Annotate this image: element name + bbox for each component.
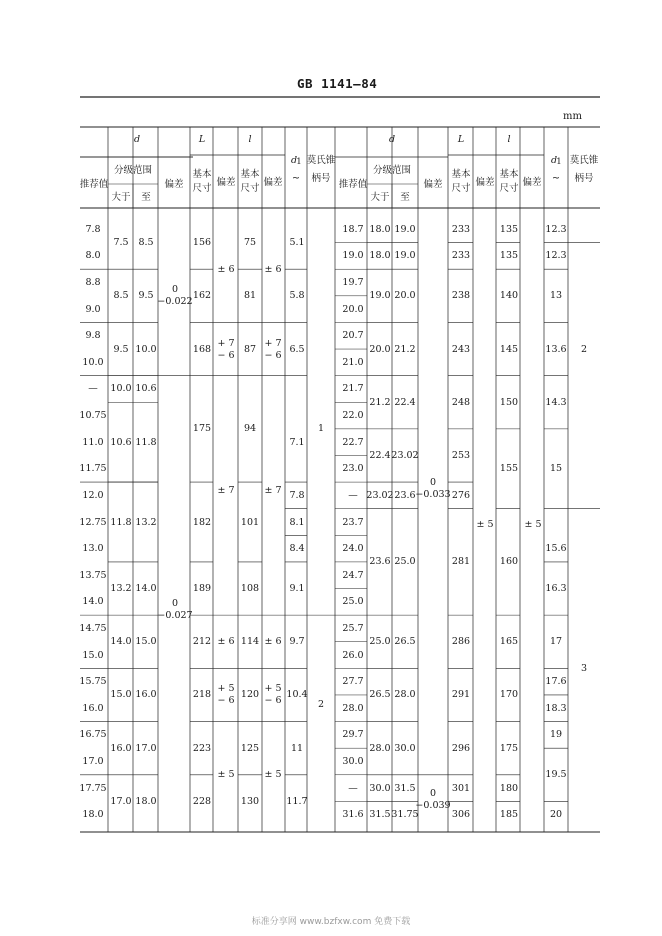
- recommended-value: 23.0: [342, 463, 364, 475]
- l-tol-upper: + 7: [264, 337, 282, 349]
- range-above-value: 18.0: [369, 250, 391, 262]
- left-d1-header: d: [290, 154, 298, 166]
- d1-value: 10.4: [286, 689, 308, 701]
- d1-value: 13.6: [545, 343, 567, 355]
- d1-value: 20: [549, 809, 563, 821]
- right-l-basic-header: 基本: [499, 168, 519, 180]
- l-tol-upper: + 5: [264, 683, 282, 695]
- L-tolerance-value: ± 5: [476, 518, 494, 530]
- range-above-value: 25.0: [369, 636, 391, 648]
- l-tol-value: ± 7: [264, 484, 282, 496]
- range-upto-value: 20.0: [394, 290, 416, 302]
- L-basic-value: 281: [451, 556, 471, 568]
- range-above-value: 30.0: [369, 782, 391, 794]
- range-upto-value: 14.0: [135, 583, 157, 595]
- range-upto-value: 11.8: [135, 436, 157, 448]
- l-basic-value: 170: [499, 689, 519, 701]
- L-tol-value: ± 6: [217, 263, 235, 275]
- l-tol-value: ± 6: [264, 263, 282, 275]
- recommended-value: 30.0: [342, 755, 364, 767]
- l-basic-value: 140: [499, 290, 519, 302]
- recommended-value: 20.7: [342, 330, 364, 342]
- recommended-value: 27.7: [342, 676, 364, 688]
- recommended-value: 8.8: [85, 277, 101, 289]
- range-above-value: 21.2: [369, 396, 391, 408]
- right-l-tolerance-header: 偏差: [522, 176, 542, 188]
- recommended-value: 15.0: [82, 649, 104, 661]
- range-upto-value: 23.02: [391, 449, 419, 461]
- right-d1-subscript: 1: [556, 156, 562, 167]
- d-tolerance-lower: −0.022: [157, 296, 193, 308]
- L-basic-value: 233: [451, 223, 471, 235]
- recommended-value: 14.75: [79, 622, 107, 634]
- left-l-tolerance-header: 偏差: [263, 176, 283, 188]
- L-basic-value: 238: [451, 290, 471, 302]
- range-upto-value: 22.4: [394, 396, 416, 408]
- l-tol-value: ± 6: [264, 636, 282, 648]
- L-basic-value: 233: [451, 250, 471, 262]
- range-upto-value: 30.0: [394, 742, 416, 754]
- range-upto-value: 10.0: [135, 343, 157, 355]
- d1-value: 8.1: [289, 516, 305, 528]
- range-upto-value: 26.5: [394, 636, 416, 648]
- l-tolerance-value: ± 5: [524, 518, 542, 530]
- recommended-value: 9.8: [85, 330, 101, 342]
- l-basic-value: 114: [240, 636, 260, 648]
- morse-taper-number: 2: [317, 699, 325, 711]
- l-basic-value: 125: [240, 742, 260, 754]
- recommended-value: 11.0: [82, 436, 104, 448]
- L-tol-lower: − 6: [217, 349, 235, 361]
- recommended-value: 18.7: [342, 223, 364, 235]
- recommended-value: 10.0: [82, 356, 104, 368]
- range-upto-value: 19.0: [394, 250, 416, 262]
- recommended-value: 18.0: [82, 809, 104, 821]
- recommended-value: 19.7: [342, 277, 364, 289]
- range-above-value: 15.0: [110, 689, 132, 701]
- range-above-value: 18.0: [369, 223, 391, 235]
- recommended-value: 24.7: [342, 569, 364, 581]
- d1-value: 7.8: [289, 489, 305, 501]
- l-basic-value: 155: [499, 463, 519, 475]
- range-upto-value: 17.0: [135, 742, 157, 754]
- recommended-value: 21.0: [342, 356, 364, 368]
- recommended-value: 13.75: [79, 569, 107, 581]
- range-upto-value: 16.0: [135, 689, 157, 701]
- L-basic-value: 248: [451, 396, 471, 408]
- l-basic-value: 94: [243, 423, 257, 435]
- recommended-value: —: [348, 782, 358, 794]
- d1-value: 15.6: [545, 543, 567, 555]
- right-range-header: 分级范围: [372, 164, 412, 176]
- left-L-size-header: 尺寸: [192, 182, 212, 194]
- range-above-value: 26.5: [369, 689, 391, 701]
- recommended-value: 15.75: [79, 676, 107, 688]
- left-l-basic-header: 基本: [240, 168, 260, 180]
- range-above-value: 22.4: [369, 449, 391, 461]
- d1-value: 16.3: [545, 583, 567, 595]
- range-above-value: 20.0: [369, 343, 391, 355]
- left-d-tolerance-header: 偏差: [164, 178, 184, 190]
- d1-value: 14.3: [545, 396, 567, 408]
- left-l-header: l: [248, 133, 252, 145]
- right-d-tolerance-header: 偏差: [423, 178, 443, 190]
- d1-value: 8.4: [289, 543, 305, 555]
- l-basic-value: 120: [240, 689, 260, 701]
- d1-value: 17: [549, 636, 563, 648]
- left-d1-approx: ~: [292, 172, 300, 184]
- l-basic-value: 130: [240, 795, 260, 807]
- L-basic-value: 253: [451, 449, 471, 461]
- l-basic-value: 81: [243, 290, 257, 302]
- recommended-value: 21.7: [342, 383, 364, 395]
- right-above-header: 大于: [370, 191, 390, 203]
- L-basic-value: 243: [451, 343, 471, 355]
- right-recommended-header: 推荐值: [338, 178, 368, 190]
- l-basic-value: 185: [499, 809, 519, 821]
- d1-value: 7.1: [289, 436, 305, 448]
- L-basic-value: 218: [192, 689, 212, 701]
- right-upto-header: 至: [400, 191, 410, 203]
- L-basic-value: 276: [451, 489, 471, 501]
- range-above-value: 14.0: [110, 636, 132, 648]
- right-L-header: L: [457, 133, 465, 145]
- right-morse-header-2: 柄号: [574, 172, 594, 184]
- range-above-value: 9.5: [113, 343, 129, 355]
- d-tolerance-upper: 0: [171, 284, 179, 296]
- watermark-footer: 标准分享网 www.bzfxw.com 免费下载: [251, 917, 411, 927]
- right-d1-header: d: [550, 154, 558, 166]
- recommended-value: 14.0: [82, 596, 104, 608]
- range-above-value: 16.0: [110, 742, 132, 754]
- right-l-header: l: [507, 133, 511, 145]
- range-upto-value: 23.6: [394, 489, 416, 501]
- L-basic-value: 306: [451, 809, 471, 821]
- l-tol-value: ± 5: [264, 769, 282, 781]
- recommended-value: 31.6: [342, 809, 364, 821]
- range-above-value: 10.0: [110, 383, 132, 395]
- d1-value: 9.7: [289, 636, 305, 648]
- d1-value: 13: [549, 290, 563, 302]
- right-L-size-header: 尺寸: [451, 182, 471, 194]
- range-above-value: 11.8: [110, 516, 132, 528]
- range-upto-value: 31.5: [394, 782, 416, 794]
- recommended-value: 22.0: [342, 410, 364, 422]
- recommended-value: 16.0: [82, 702, 104, 714]
- right-morse-header: 莫氏锥: [569, 154, 599, 166]
- d1-value: 12.3: [545, 223, 567, 235]
- d-tolerance-upper: 0: [429, 787, 437, 799]
- right-d1-approx: ~: [552, 172, 560, 184]
- d1-value: 5.8: [289, 290, 305, 302]
- L-basic-value: 228: [192, 795, 212, 807]
- left-d1-subscript: 1: [296, 156, 302, 167]
- L-basic-value: 182: [192, 516, 212, 528]
- recommended-value: 29.7: [342, 729, 364, 741]
- recommended-value: 10.75: [79, 410, 107, 422]
- L-basic-value: 223: [192, 742, 212, 754]
- left-L-header: L: [198, 133, 206, 145]
- d1-value: 6.5: [289, 343, 305, 355]
- recommended-value: 11.75: [79, 463, 107, 475]
- d1-value: 9.1: [289, 583, 305, 595]
- recommended-value: —: [348, 489, 358, 501]
- d1-value: 5.1: [289, 237, 305, 249]
- range-upto-value: 19.0: [394, 223, 416, 235]
- left-morse-header-2: 柄号: [311, 172, 331, 184]
- left-morse-header: 莫氏锥: [306, 154, 336, 166]
- range-above-value: 17.0: [110, 795, 132, 807]
- d1-value: 11.7: [286, 795, 308, 807]
- d1-value: 15: [549, 463, 563, 475]
- L-tol-upper: + 5: [217, 683, 235, 695]
- recommended-value: 28.0: [342, 702, 364, 714]
- unit-label: mm: [563, 111, 582, 122]
- left-L-tolerance-header: 偏差: [216, 176, 236, 188]
- L-basic-value: 162: [192, 290, 212, 302]
- L-basic-value: 168: [192, 343, 212, 355]
- l-basic-value: 175: [499, 742, 519, 754]
- recommended-value: 16.75: [79, 729, 107, 741]
- range-above-value: 7.5: [113, 237, 129, 249]
- right-l-size-header: 尺寸: [499, 182, 519, 194]
- d1-value: 19: [549, 729, 563, 741]
- recommended-value: 12.75: [79, 516, 107, 528]
- recommended-value: 7.8: [85, 223, 101, 235]
- d1-value: 12.3: [545, 250, 567, 262]
- recommended-value: 17.0: [82, 755, 104, 767]
- l-basic-value: 87: [243, 343, 257, 355]
- left-upto-header: 至: [141, 191, 151, 203]
- recommended-value: 12.0: [82, 489, 104, 501]
- recommended-value: 25.7: [342, 622, 364, 634]
- l-basic-value: 75: [243, 237, 257, 249]
- d-tolerance-upper: 0: [171, 597, 179, 609]
- recommended-value: 8.0: [85, 250, 101, 262]
- l-basic-value: 165: [499, 636, 519, 648]
- morse-taper-number: 3: [580, 662, 588, 674]
- L-basic-value: 301: [451, 782, 471, 794]
- range-upto-value: 9.5: [138, 290, 154, 302]
- L-tol-lower: − 6: [217, 695, 235, 707]
- range-upto-value: 31.75: [391, 809, 419, 821]
- range-above-value: 23.6: [369, 556, 391, 568]
- recommended-value: 17.75: [79, 782, 107, 794]
- range-upto-value: 28.0: [394, 689, 416, 701]
- range-above-value: 28.0: [369, 742, 391, 754]
- L-tol-upper: + 7: [217, 337, 235, 349]
- d1-value: 11: [290, 742, 304, 754]
- L-basic-value: 175: [192, 423, 212, 435]
- d-tolerance-upper: 0: [429, 476, 437, 488]
- d1-value: 17.6: [545, 676, 567, 688]
- l-basic-value: 135: [499, 250, 519, 262]
- l-basic-value: 160: [499, 556, 519, 568]
- standard-number: GB 1141—84: [297, 76, 378, 91]
- recommended-value: 23.7: [342, 516, 364, 528]
- L-basic-value: 286: [451, 636, 471, 648]
- range-upto-value: 15.0: [135, 636, 157, 648]
- recommended-value: 24.0: [342, 543, 364, 555]
- range-above-value: 13.2: [110, 583, 132, 595]
- right-d-header: d: [388, 133, 396, 145]
- recommended-value: 19.0: [342, 250, 364, 262]
- right-L-basic-header: 基本: [451, 168, 471, 180]
- range-upto-value: 25.0: [394, 556, 416, 568]
- d1-value: 18.3: [545, 702, 567, 714]
- d1-value: 19.5: [545, 769, 567, 781]
- range-above-value: 10.6: [110, 436, 132, 448]
- L-basic-value: 156: [192, 237, 212, 249]
- recommended-value: 25.0: [342, 596, 364, 608]
- recommended-value: 22.7: [342, 436, 364, 448]
- l-basic-value: 145: [499, 343, 519, 355]
- left-above-header: 大于: [111, 191, 131, 203]
- left-range-header: 分级范围: [113, 164, 153, 176]
- d-tolerance-lower: −0.027: [157, 609, 193, 621]
- left-recommended-header: 推荐值: [79, 178, 109, 190]
- L-basic-value: 212: [192, 636, 212, 648]
- L-tol-value: ± 6: [217, 636, 235, 648]
- right-L-tolerance-header: 偏差: [475, 176, 495, 188]
- L-basic-value: 189: [192, 583, 212, 595]
- l-basic-value: 108: [240, 583, 260, 595]
- recommended-value: 20.0: [342, 303, 364, 315]
- l-basic-value: 135: [499, 223, 519, 235]
- L-basic-value: 296: [451, 742, 471, 754]
- l-basic-value: 101: [240, 516, 260, 528]
- l-tol-lower: − 6: [264, 349, 282, 361]
- l-tol-lower: − 6: [264, 695, 282, 707]
- left-L-basic-header: 基本: [192, 168, 212, 180]
- range-upto-value: 21.2: [394, 343, 416, 355]
- left-d-header: d: [133, 133, 141, 145]
- range-upto-value: 10.6: [135, 383, 157, 395]
- L-tol-value: ± 7: [217, 484, 235, 496]
- range-above-value: 23.02: [366, 489, 394, 501]
- recommended-value: 13.0: [82, 543, 104, 555]
- recommended-value: 9.0: [85, 303, 101, 315]
- morse-taper-number: 1: [317, 423, 325, 435]
- L-tol-value: ± 5: [217, 769, 235, 781]
- range-upto-value: 18.0: [135, 795, 157, 807]
- L-basic-value: 291: [451, 689, 471, 701]
- range-upto-value: 13.2: [135, 516, 157, 528]
- d-tolerance-lower: −0.039: [415, 799, 451, 811]
- morse-taper-number: 2: [580, 343, 588, 355]
- d-tolerance-lower: −0.033: [415, 488, 451, 500]
- range-above-value: 31.5: [369, 809, 391, 821]
- range-above-value: 8.5: [113, 290, 129, 302]
- range-upto-value: 8.5: [138, 237, 154, 249]
- l-basic-value: 180: [499, 782, 519, 794]
- l-basic-value: 150: [499, 396, 519, 408]
- recommended-value: 26.0: [342, 649, 364, 661]
- range-above-value: 19.0: [369, 290, 391, 302]
- recommended-value: —: [88, 383, 98, 395]
- left-l-size-header: 尺寸: [240, 182, 260, 194]
